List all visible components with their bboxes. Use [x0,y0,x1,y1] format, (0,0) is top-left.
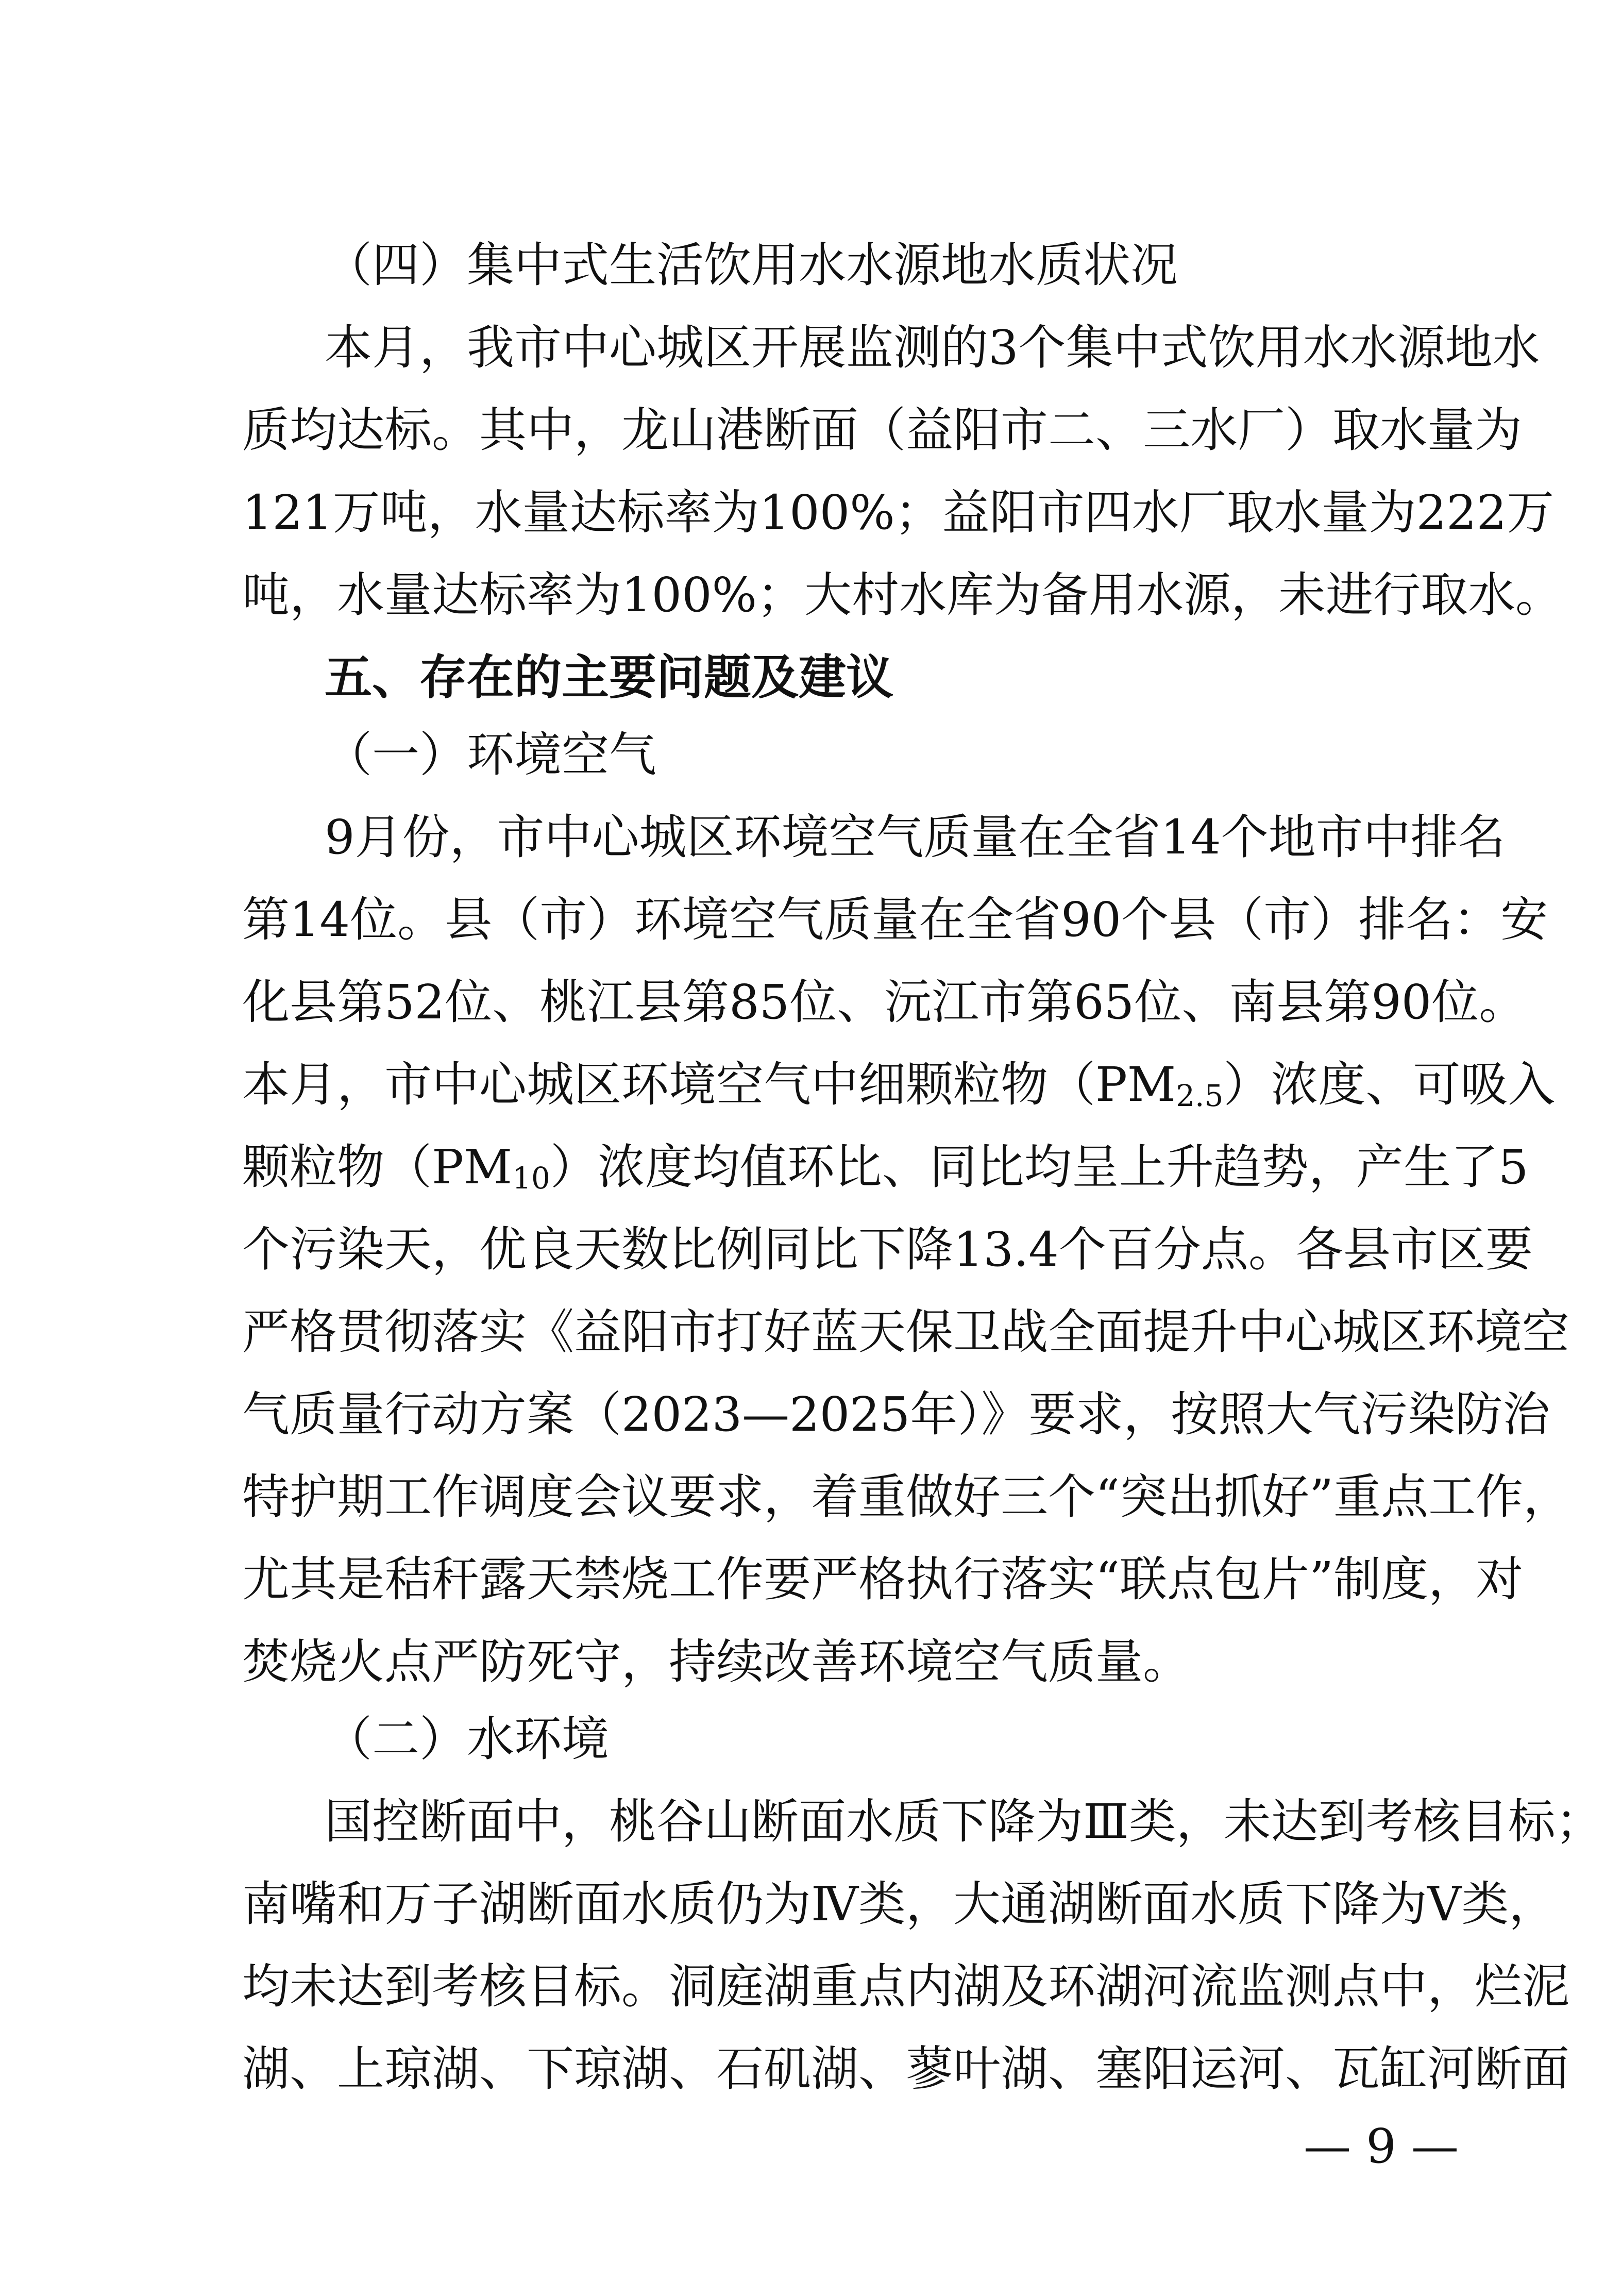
section-heading-drinking-water: （四）集中式生活饮用水水源地水质状况 [325,238,1178,293]
paragraph-line: 第14位。县（市）环境空气质量在全省90个县（市）排名：安 [242,892,1548,947]
section-heading-problems: 五、存在的主要问题及建议 [325,650,894,705]
paragraph-line: 特护期工作调度会议要求，着重做好三个“突出抓好”重点工作， [242,1469,1571,1524]
paragraph-line: 均未达到考核目标。洞庭湖重点内湖及环湖河流监测点中，烂泥 [242,1959,1570,2014]
section-heading-water: （二）水环境 [325,1712,610,1767]
paragraph-line-pm25 [242,1046,1556,1124]
paragraph-line: 121万吨，水量达标率为100%；益阳市四水厂取水量为222万 [242,485,1555,540]
pm10-text-pre: 颗粒物（PM [242,1139,513,1195]
paragraph-line: 气质量行动方案（2023—2025年）》要求，按照大气污染防治 [242,1387,1550,1442]
paragraph-line: 湖、上琼湖、下琼湖、石矶湖、蓼叶湖、塞阳运河、瓦缸河断面 [242,2041,1570,2097]
pm25-subscript: 2.5 [1176,1078,1224,1113]
paragraph-line: 国控断面中，桃谷山断面水质下降为Ⅲ类，未达到考核目标； [325,1794,1603,1849]
paragraph-line: 南嘴和万子湖断面水质仍为Ⅳ类，大通湖断面水质下降为Ⅴ类， [242,1876,1557,1932]
pm10-subscript: 10 [512,1161,550,1196]
paragraph-line-pm10 [242,1129,1529,1206]
paragraph-line: 焚烧火点严防死守，持续改善环境空气质量。 [242,1634,1191,1689]
page-number: — 9 — [1304,2119,1459,2174]
pm10-text-post: ）浓度均值环比、同比均呈上升趋势，产生了5 [550,1139,1529,1195]
paragraph-line: 吨，水量达标率为100%；大村水库为备用水源，未进行取水。 [242,567,1563,623]
paragraph-line: 质均达标。其中，龙山港断面（益阳市二、三水厂）取水量为 [242,403,1523,458]
paragraph-line: 严格贯彻落实《益阳市打好蓝天保卫战全面提升中心城区环境空 [242,1304,1570,1360]
paragraph-line: 化县第52位、桃江县第85位、沅江市第65位、南县第90位。 [242,975,1527,1030]
paragraph-line: 9月份，市中心城区环境空气质量在全省14个地市中排名 [325,810,1506,865]
paragraph-line: 尤其是秸秆露天禁烧工作要严格执行落实“联点包片”制度，对 [242,1552,1524,1607]
section-heading-air: （一）环境空气 [325,727,657,782]
pm25-text-pre: 本月，市中心城区环境空气中细颗粒物（PM [242,1057,1176,1112]
pm25-text-post: ）浓度、可吸入 [1223,1057,1556,1112]
paragraph-line: 个污染天，优良天数比例同比下降13.4个百分点。各县市区要 [242,1222,1533,1277]
paragraph-line: 本月，我市中心城区开展监测的3个集中式饮用水水源地水 [325,320,1540,375]
